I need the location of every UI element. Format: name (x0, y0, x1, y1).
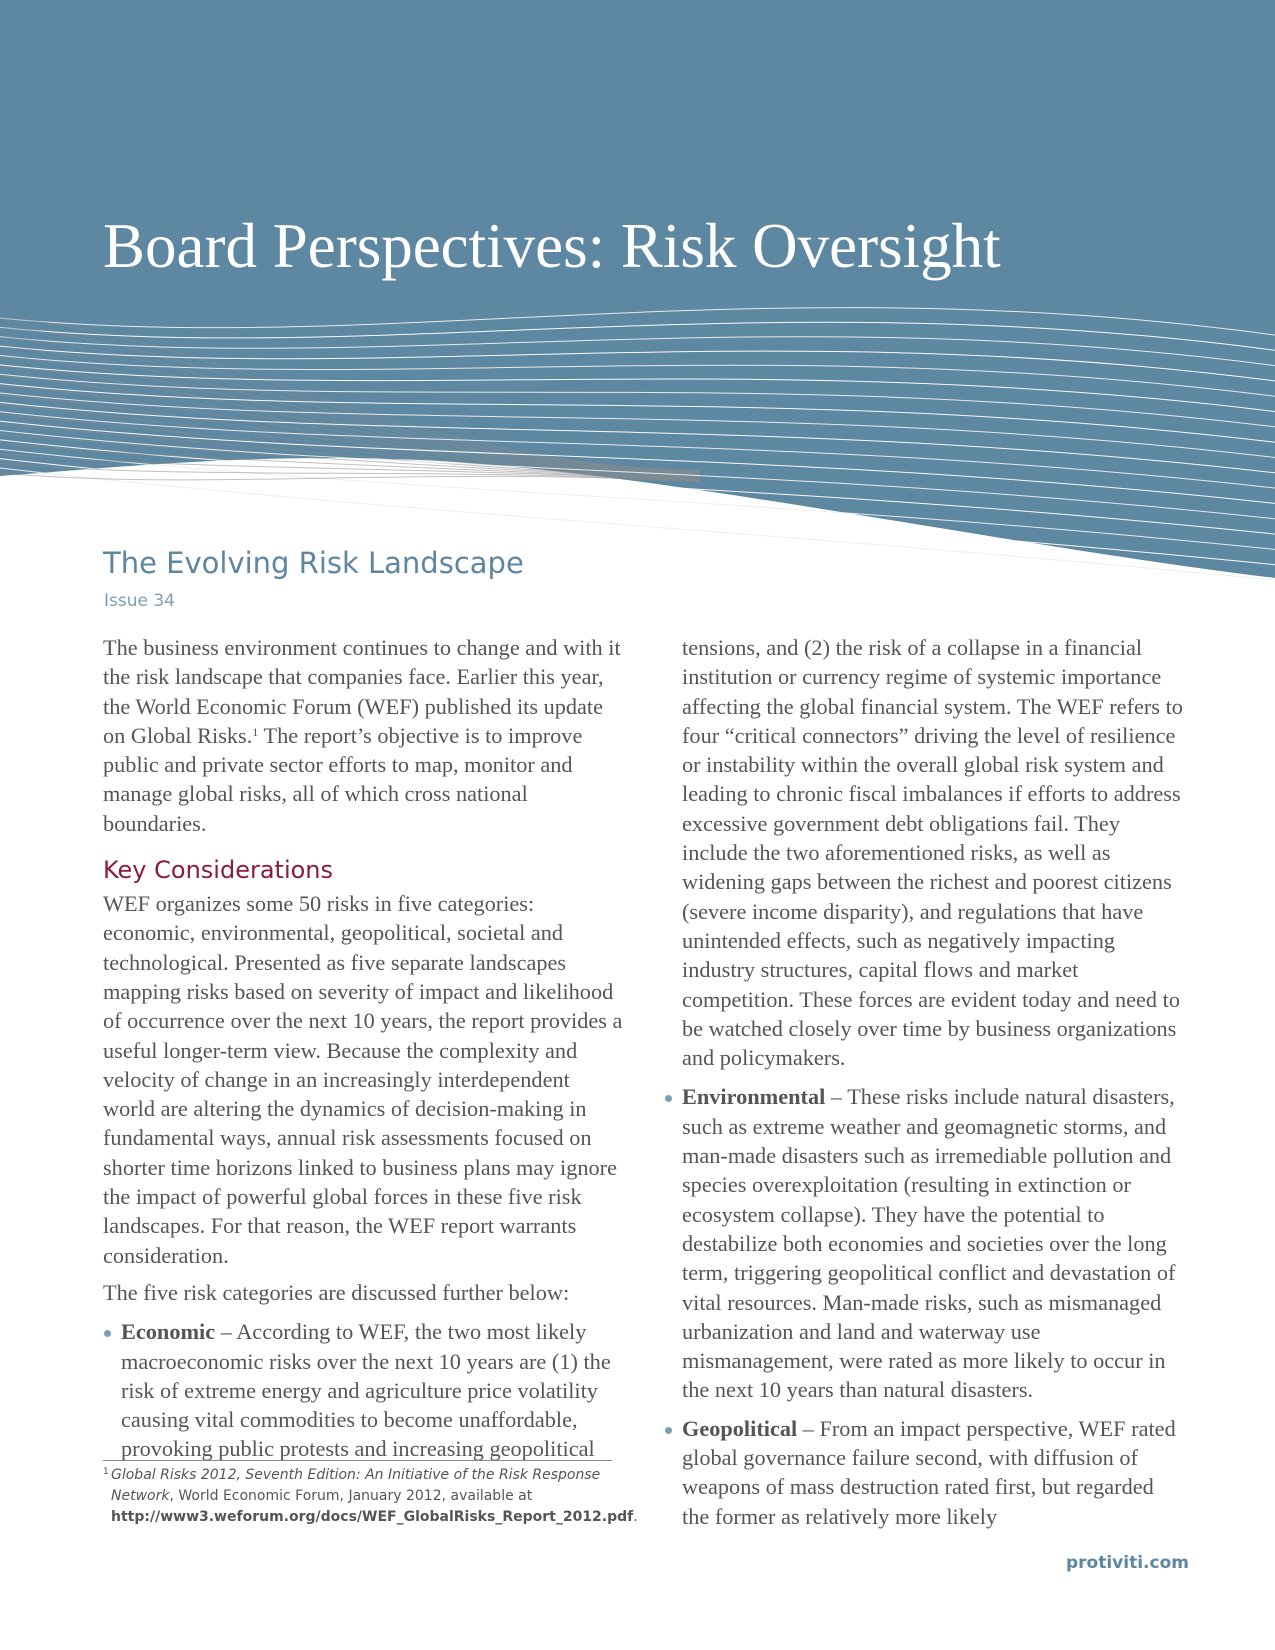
bullet-label: Economic (121, 1319, 216, 1345)
right-column (664, 633, 1184, 1540)
header-band (0, 0, 1275, 578)
article-title: The Evolving Risk Landscape (103, 546, 524, 580)
categories-lead-in: The five risk categories are discussed further below: (103, 1279, 570, 1305)
bullet-text: – These risks include natural disasters, such as extreme weather and geomagnetic storms, and man-made disasters such as irremediable pollution and species overexploitation (resulting in extinction or ecosystem collapse). They have the potential to destabilize both economies and societies over the long term, triggering geopolitical conflict and devastation of vital resources. Man-made risks, such as mismanaged urbanization and land and waterway use mismanagement, were rated as more likely to occur in the next 10 years than natural disasters. (682, 1084, 1176, 1403)
economic-continued: tensions, and (2) the risk of a collapse in a financial institution or currency regime of systemic importance affecting the global financial system. The WEF refers to four “critical connectors” driving the level of resilience or instability within the overall global risk system and leading to chronic fiscal imbalances if efforts to address excessive government debt obligations fail. They include the two aforementioned risks, as well as widening gaps between the richest and poorest citizens (severe income disparity), and regulations that have unintended effects, such as negatively impacting industry structures, capital flows and market competition. These forces are evident today and need to be watched closely over time by business organizations and policymakers. (682, 635, 1183, 1071)
left-column (103, 633, 623, 1473)
bullet-economic (103, 1317, 623, 1463)
risk-category-list-continued (664, 1082, 1184, 1530)
bullet-dot-icon (104, 1330, 111, 1337)
issue-number: Issue 34 (104, 591, 175, 611)
key-considerations-heading: Key Considerations (103, 856, 334, 885)
footer-site-link[interactable]: protiviti.com (1066, 1553, 1189, 1573)
footnote-ref[interactable]: 1 (252, 724, 259, 739)
bullet-label: Environmental (682, 1084, 826, 1110)
key-considerations-paragraph: WEF organizes some 50 risks in five categories: economic, environmental, geopolitical, societal and technological. Presented as five separate landscapes mapping risks based on severity of impact and likelihood of occurrence over the next 10 years, the report provides a useful longer-term view. Because the complexity and velocity of change in an increasingly interdependent world are altering the dynamics of decision-making in fundamental ways, annual risk assessments focused on shorter time horizons linked to business plans may ignore the impact of powerful global forces in these five risk landscapes. For that reason, the WEF report warrants consideration. (103, 891, 623, 1268)
footnote: 1 Global Risks 2012, Seventh Edition: An Initiative of the Risk Response Network, World Economic Forum, January 2012, available at http://www3.weforum.org/docs/WEF_GlobalRisks_Report_2012.pdf. (103, 1460, 612, 1528)
bullet-text: – From an impact perspective, WEF rated global governance failure second, with diffusion of weapons of mass destruction rated first, but regarded the former as relatively more likely (682, 1415, 1176, 1529)
footnote-number: 1 (103, 1467, 109, 1477)
footnote-source: , World Economic Forum, January 2012, available at (169, 1488, 533, 1504)
page-title: Board Perspectives: Risk Oversight (103, 211, 1001, 281)
bullet-dot-icon (665, 1095, 672, 1102)
bullet-environmental (664, 1082, 1184, 1404)
bullet-label: Geopolitical (682, 1415, 798, 1441)
bullet-text: – According to WEF, the two most likely macroeconomic risks over the next 10 years are (1) the risk of extreme energy and agriculture price volatility causing vital commodities to become unaffordable, provoking public protests and increasing geopolitical (121, 1319, 611, 1462)
bullet-dot-icon (665, 1427, 672, 1434)
footnote-link[interactable]: http://www3.weforum.org/docs/WEF_GlobalRisks_Report_2012.pdf (111, 1509, 634, 1525)
header-wave-graphic (0, 0, 1275, 590)
bullet-geopolitical (664, 1414, 1184, 1531)
risk-category-list (103, 1317, 623, 1463)
intro-paragraph: The business environment continues to change and with it the risk landscape that companies face. Earlier this year, the World Economic Forum (WEF) published its update on Global Risks.$^1$ The report’s objective is to improve public and private sector efforts to map, monitor and manage global risks, all of which cross national boundaries. (103, 635, 621, 836)
footnote-title: Global Risks 2012, Seventh Edition: An Initiative of the Risk Response Network (111, 1467, 601, 1504)
